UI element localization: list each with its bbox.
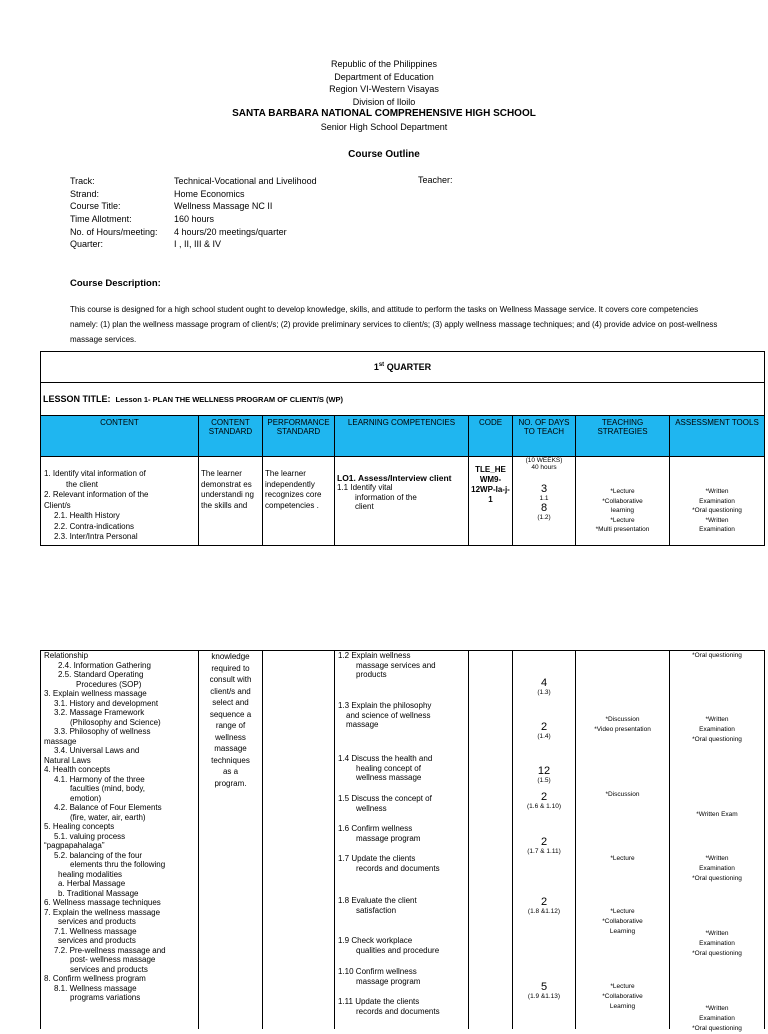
teacher-label: Teacher:: [418, 175, 453, 185]
lesson-title: Lesson 1- PLAN THE WELLNESS PROGRAM OF CLIENT/S (WP): [115, 395, 344, 404]
header-line: Department of Education: [334, 71, 434, 82]
info-row-hours-meeting: [70, 226, 520, 239]
info-value: Home Economics: [174, 188, 245, 199]
page-2: [0, 640, 768, 1032]
competency-1-8: 1.8 Evaluate the client satisfaction: [338, 896, 417, 915]
days-entry: 2 (1.6 & 1.10): [527, 791, 561, 810]
learning-competency-cell: LO1. Assess/Interview client 1.1 Identify vital information of the client: [335, 457, 469, 546]
info-value: Wellness Massage NC II: [174, 201, 273, 212]
header-line: Republic of the Philippines: [330, 59, 438, 69]
column-header-days: NO. OF DAYS TO TEACH: [513, 416, 576, 457]
document-header: [0, 58, 768, 133]
days-entry: 2 (1.7 & 1.11): [527, 836, 561, 855]
description-heading: Course Description:: [70, 278, 161, 289]
learning-competency-cell: [335, 651, 469, 1030]
competency-1-2: 1.2 Explain wellness massage services and products: [338, 651, 436, 679]
column-header-content-standard: CONTENT STANDARD: [199, 416, 263, 457]
info-label: No. of Hours/meeting:: [70, 226, 158, 237]
info-row-course-title: [70, 200, 520, 213]
days-entry: 12 (1.5): [537, 765, 551, 784]
assessment-entry: *Oral questioning: [692, 652, 742, 659]
info-label: Track:: [70, 176, 95, 186]
competency-1-4: 1.4 Discuss the health and healing concept of wellness massage: [338, 754, 433, 782]
strategy-entry: *Lecture: [610, 855, 635, 862]
column-header-performance-standard: PERFORMANCE STANDARD: [263, 416, 335, 457]
column-header-teaching-strategies: TEACHING STRATEGIES: [576, 416, 670, 457]
info-row-strand: [70, 188, 520, 201]
info-label: Course Title:: [70, 201, 121, 212]
assessment-entry: *Written Examination *Oral questioning: [692, 716, 742, 743]
strategy-entry: *Discussion *Video presentation: [594, 716, 651, 733]
competency-1-3: 1.3 Explain the philosophy and science of wellness massage: [338, 701, 432, 729]
course-description: This course is designed for a high school student ought to develop knowledge, skills, and attitude to perform the tasks on Wellness Massage service. It covers core competencies namely: (1) plan the wellness massage program of client/s; (2) provide preliminary services to client/s; (3) apply wellness massage techniques; and (4) provide advice on post-wellness massage services.: [70, 305, 718, 344]
competency-1-11: 1.11 Update the clients records and documents: [338, 997, 440, 1016]
assessment-entry: *Written Examination *Oral questioning: [692, 1005, 742, 1032]
days-entry: 2 (1.8 &1.12): [527, 896, 561, 915]
competency-1-10: 1.10 Confirm wellness massage program: [338, 967, 421, 986]
table-row: [41, 457, 765, 546]
school-name: SANTA BARBARA NATIONAL COMPREHENSIVE HIGH SCHOOL: [232, 108, 536, 119]
code-cell: [469, 651, 513, 1030]
quarter-heading: 1st QUARTER: [41, 352, 765, 383]
assessment-cell: *Written Examination *Oral questioning *Written Examination: [670, 457, 765, 546]
competency-1-7: 1.7 Update the clients records and documents: [338, 854, 440, 873]
info-row-quarter: [70, 238, 520, 251]
column-header-assessment-tools: ASSESSMENT TOOLS: [670, 416, 765, 457]
header-line: Region VI-Western Visayas: [329, 84, 439, 94]
info-label: Quarter:: [70, 239, 104, 250]
strategy-entry: *Lecture *Collaborative Learning: [602, 908, 643, 935]
content-cell: 1. Identify vital information of the client 2. Relevant information of the Client/s 2.1. Health History 2.2. Contra-indications 2.3. Inter/Intra Personal: [41, 457, 199, 546]
header-line: Division of Iloilo: [352, 96, 416, 107]
info-value: Technical-Vocational and Livelihood: [174, 176, 317, 186]
days-entry: 4 (1.3): [537, 677, 551, 696]
department-name: Senior High School Department: [320, 121, 448, 132]
info-value: 4 hours/20 meetings/quarter: [174, 226, 287, 237]
lesson-title-label: LESSON TITLE:: [43, 394, 111, 404]
column-header-code: CODE: [469, 416, 513, 457]
course-outline-title: Course Outline: [348, 149, 420, 160]
content-standard-cell: The learner demonstrat es understandi ng the skills and: [199, 457, 263, 546]
assessment-entry: *Written Examination *Oral questioning: [692, 855, 742, 882]
days-cell: (10 WEEKS) 40 hours 3 1.1 8 (1.2): [513, 457, 576, 546]
info-value: I , II, III & IV: [174, 239, 222, 250]
days-entry: 2 (1.4): [537, 721, 551, 740]
info-label: Strand:: [70, 188, 100, 199]
info-value: 160 hours: [174, 214, 215, 225]
assessment-entry: *Written Examination *Oral questioning: [692, 930, 742, 957]
course-info: [70, 175, 520, 251]
code-cell: TLE_HE WM9-12WP-Ia-j-1: [469, 457, 513, 546]
column-header-learning-competencies: LEARNING COMPETENCIES: [335, 416, 469, 457]
info-label: Time Allotment:: [70, 214, 132, 225]
strategies-cell: [576, 651, 670, 1030]
content-cell: Relationship 2.4. Information Gathering 2.5. Standard Operating Procedures (SOP) 3. Explain wellness massage 3.1. History and development 3.2. Massage Framework (Philosophy and Science) 3.3. Philosophy of wellness massage 3.4. Universal Laws and Natural Laws 4. Health concepts 4.1. Harmony of the three faculties (mind, body, emotion) 4.2. Balance of Four Elements (fire, water, air, earth) 5. Healing concepts 5.1. valuing process “pagpapahalaga” 5.2. balancing of the four elements thru the following healing modalities a. Herbal Massage b. Traditional Massage 6. Wellness massage techniques 7. Explain the wellness massage services and products 7.1. Wellness massage services and products 7.2. Pre-wellness massage and post- wellness massage services and products 8. Confirm wellness program 8.1. Wellness massage programs variations: [41, 651, 199, 1030]
assessment-entry: *Written Exam: [696, 811, 738, 818]
assessment-cell: [670, 651, 765, 1030]
table-row: [41, 651, 765, 1030]
competency-1-9: 1.9 Check workplace qualities and procedure: [338, 936, 440, 955]
days-entry: 5 (1.9 &1.13): [527, 981, 561, 1000]
performance-standard-cell: The learner independently recognizes core competencies .: [263, 457, 335, 546]
lesson-table: [40, 351, 765, 546]
column-header-content: CONTENT: [41, 416, 199, 457]
lesson-title-row: [41, 383, 765, 416]
days-cell: [513, 651, 576, 1030]
competency-1-5: 1.5 Discuss the concept of wellness: [338, 794, 432, 813]
competency-1-6: 1.6 Confirm wellness massage program: [338, 824, 421, 843]
info-row-time-allotment: [70, 213, 520, 226]
strategy-entry: *Discussion: [605, 791, 640, 798]
strategy-entry: *Lecture *Collaborative Learning: [602, 983, 643, 1010]
performance-standard-cell: [263, 651, 335, 1030]
content-standard-cell: knowledge required to consult with client/s and select and sequence a range of wellness massage techniques as a program.: [199, 651, 263, 1030]
strategies-cell: *Lecture *Collaborative learning *Lecture *Multi presentation: [576, 457, 670, 546]
lesson-table-continued: [40, 650, 765, 1032]
